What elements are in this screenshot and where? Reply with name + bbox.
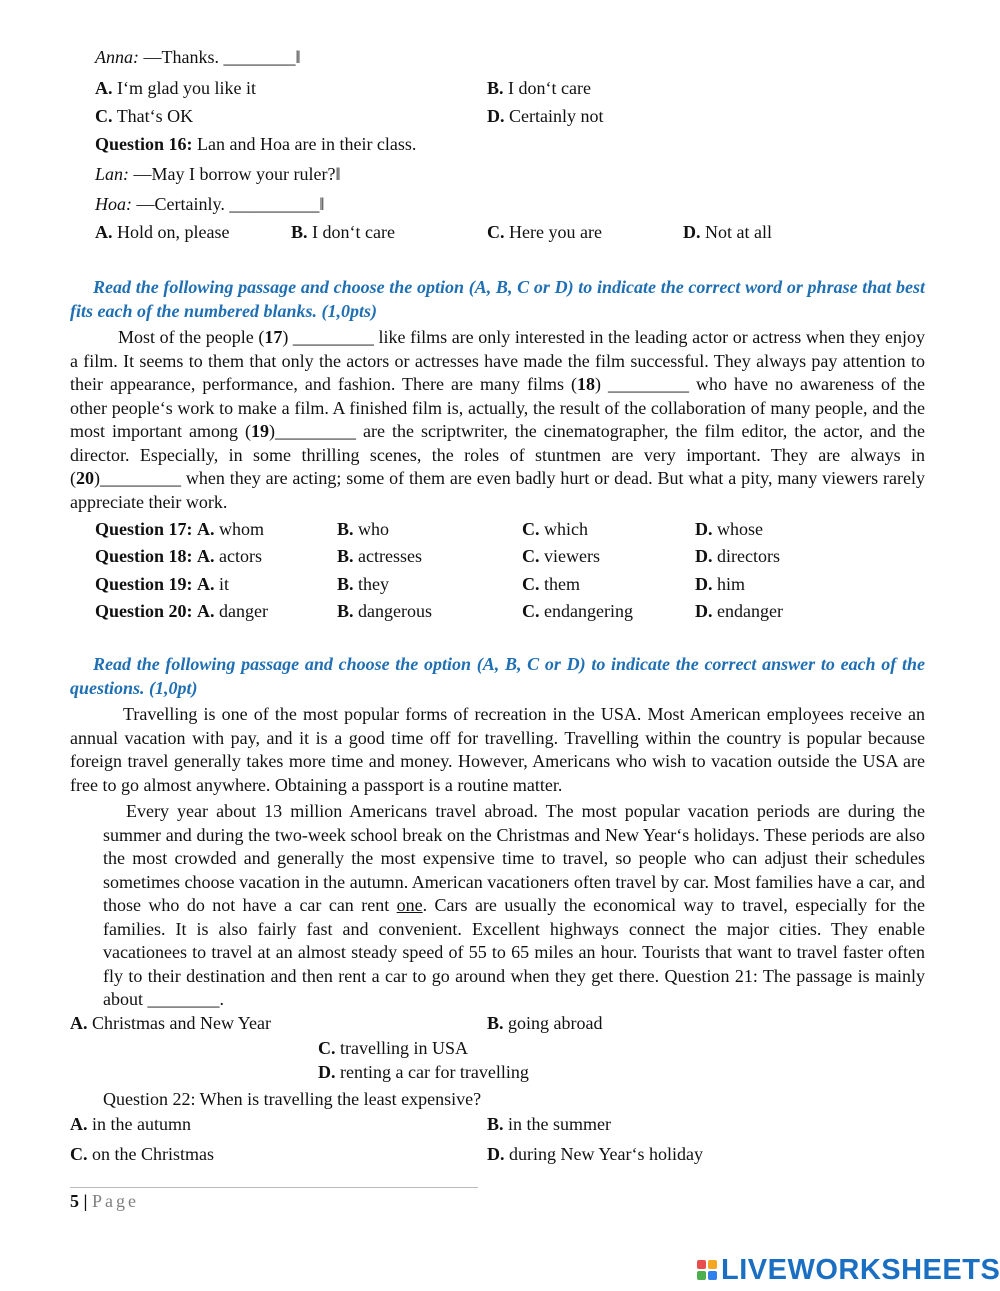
q16-lan-line: Lan: ―May I borrow your ruler?‖ bbox=[95, 164, 341, 184]
question-label: Question 16: bbox=[95, 134, 193, 154]
underlined-word: one bbox=[396, 895, 423, 915]
question-row: Question 18: A. actors bbox=[95, 546, 262, 566]
q22-option-b: B. in the summer bbox=[487, 1114, 611, 1134]
footer-separator: | bbox=[83, 1191, 88, 1211]
question-option: B. actresses bbox=[337, 546, 422, 566]
q15-option-d: D. Certainly not bbox=[487, 106, 604, 126]
page-label: Page bbox=[91, 1191, 139, 1211]
section1-heading: Read the following passage and choose the option (A, B, C or D) to indicate the correct word or phrase that best fits each of the numbered blanks. (1,0pts) bbox=[70, 277, 925, 321]
question-row: Question 19: A. it bbox=[95, 574, 230, 594]
q22-prompt: Question 22: When is travelling the least expensive? bbox=[103, 1089, 482, 1109]
q15-option-a: A. I‘m glad you like it bbox=[95, 78, 256, 98]
question-row: Question 20: A. danger bbox=[95, 601, 268, 621]
q21-option-a: A. Christmas and New Year bbox=[70, 1013, 271, 1033]
section1-passage: Most of the people (17) _________ like films are only interested in the leading actor or actress when they enjoy a film. It seems to them that only the actors or actresses have made the film successful. They always pay attention to their appearance, performance, and fashion. There are many films (18) _________ who have no awareness of the other people‘s work to make a film. A finished film is, actually, the result of the collaboration of many people, and the most important among (19)_________ are the scriptwriter, the cinematographer, the film editor, the actor, and the director. Especially, in some thrilling scenes, the roles of stuntmen are very important. They are always in (20)_________ when they are acting; some of them are even badly hurt or dead. But what a pity, many viewers rarely appreciate their work. bbox=[70, 327, 926, 512]
liveworksheets-logo-icon bbox=[697, 1260, 717, 1280]
question-option: C. which bbox=[522, 519, 588, 539]
q15-option-c: C. That‘s OK bbox=[95, 106, 194, 126]
speaker-label: Anna: bbox=[95, 47, 139, 67]
logo-text: LIVEWORKSHEETS bbox=[721, 1253, 1000, 1286]
question-option: D. whose bbox=[695, 519, 763, 539]
liveworksheets-logo[interactable] bbox=[697, 1253, 1000, 1287]
q16-option-b: B. I don‘t care bbox=[291, 222, 395, 242]
q16-option-a: A. Hold on, please bbox=[95, 222, 230, 242]
q21-option-c: C. travelling in USA bbox=[318, 1038, 468, 1058]
footer-divider bbox=[70, 1187, 478, 1188]
q16-option-c: C. Here you are bbox=[487, 222, 602, 242]
q16-hoa-line: Hoa: ―Certainly. __________‖ bbox=[95, 194, 325, 214]
section2-paragraph-2: Every year about 13 million Americans travel abroad. The most popular vacation periods are during the summer and during the two-week school break on the Christmas and New Year‘s holidays. These periods are also the most crowded and generally the most expensive time to travel, so people who can adjust their schedules sometimes choose vacation in the autumn. American vacationers often travel by car. Most families have a car, and those who do not have a car can rent one. Cars are usually the economical way to travel, especially for the families. It is also fairly fast and convenient. Excellent highways connect the major cities. They enable vacationees to travel at an almost steady speed of 55 to 65 miles an hour. Tourists that want to travel faster often fly to their destination and then rent a car to go around when they get there. Question 21: The passage is mainly about ________. bbox=[103, 801, 925, 1009]
q22-option-c: C. on the Christmas bbox=[70, 1144, 214, 1164]
question-option: D. endanger bbox=[695, 601, 783, 621]
q22-option-a: A. in the autumn bbox=[70, 1114, 191, 1134]
dialogue-text: ―Thanks. ________‖ bbox=[143, 47, 301, 67]
q21-option-b: B. going abroad bbox=[487, 1013, 603, 1033]
question-option: B. who bbox=[337, 519, 390, 539]
question-option: C. viewers bbox=[522, 546, 600, 566]
speaker-label: Hoa: bbox=[95, 194, 132, 214]
question-option: D. him bbox=[695, 574, 746, 594]
question-option: C. them bbox=[522, 574, 580, 594]
section2-paragraph-1: Travelling is one of the most popular forms of recreation in the USA. Most American employees receive an annual vacation with pay, and it is a good time off for travelling. Travelling within the country is popular because foreign travel generally takes more time and money. However, Americans who wish to vacation outside the USA are free to go almost anywhere. Obtaining a passport is a routine matter. bbox=[70, 704, 925, 795]
q15-option-b: B. I don‘t care bbox=[487, 78, 591, 98]
q21-option-d: D. renting a car for travelling bbox=[318, 1062, 529, 1082]
q16-prompt: Question 16: Lan and Hoa are in their class. bbox=[95, 134, 417, 154]
speaker-label: Lan: bbox=[95, 164, 130, 184]
q16-option-d: D. Not at all bbox=[683, 222, 772, 242]
page-number: 5 bbox=[70, 1191, 79, 1211]
section2-heading: Read the following passage and choose the option (A, B, C or D) to indicate the correct answer to each of the questions. (1,0pt) bbox=[70, 654, 925, 698]
question-option: B. dangerous bbox=[337, 601, 432, 621]
question-option: B. they bbox=[337, 574, 390, 594]
question-row: Question 17: A. whom bbox=[95, 519, 265, 539]
question-option: C. endangering bbox=[522, 601, 633, 621]
page-footer bbox=[70, 1190, 139, 1212]
question-option: D. directors bbox=[695, 546, 780, 566]
q15-anna-line bbox=[95, 46, 301, 68]
q22-option-d: D. during New Year‘s holiday bbox=[487, 1144, 703, 1164]
